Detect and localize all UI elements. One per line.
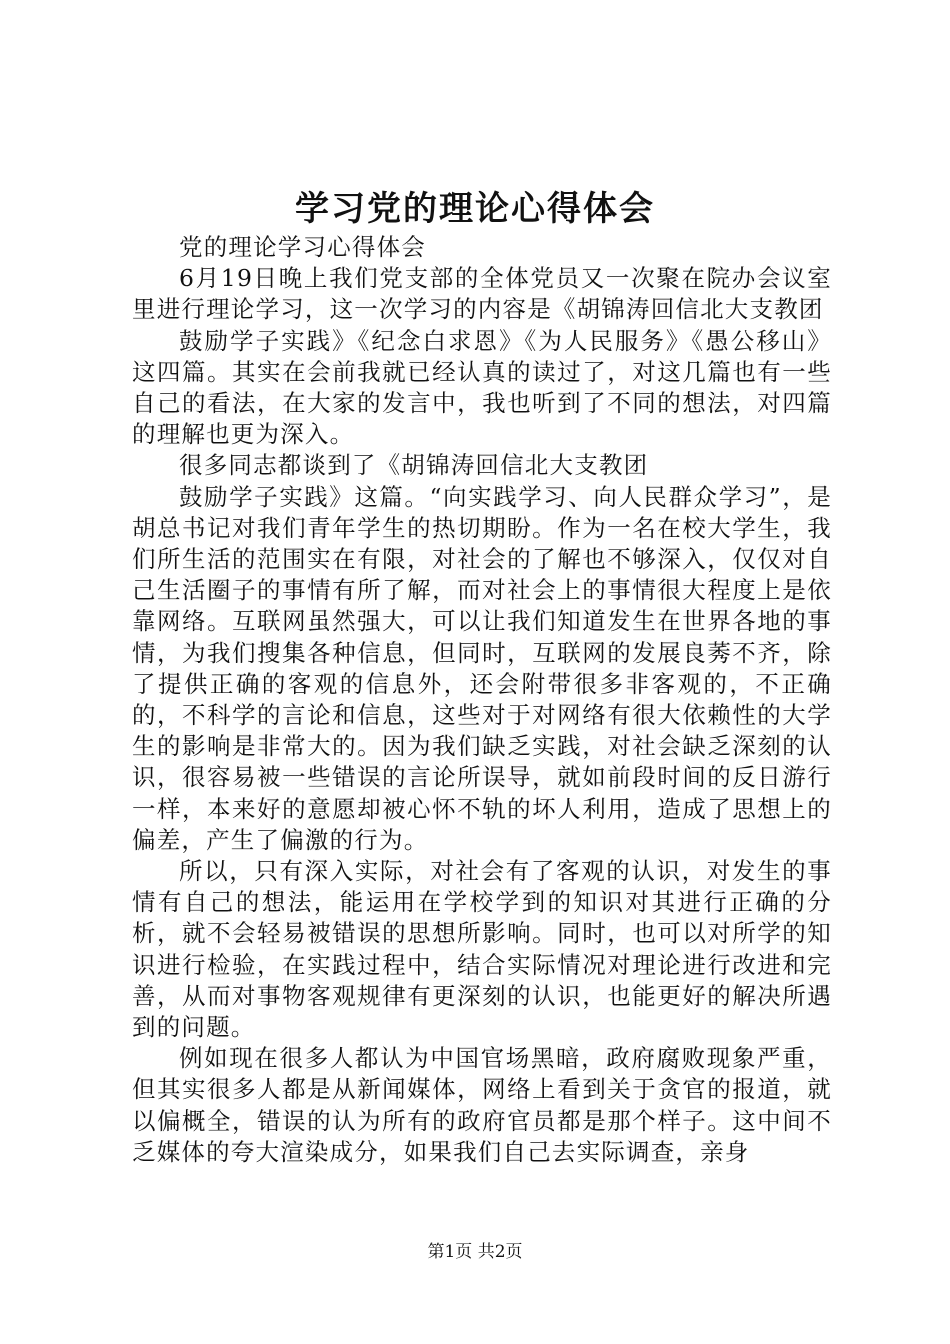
paragraph: 鼓励学子实践》这篇。“向实践学习、向人民群众学习”，是胡总书记对我们青年学生的热切期盼。作为一名在校大学生，我们所生活的范围实在有限，对社会的了解也不够深入，仅仅对自己生活圈子的事情有所了解，而对社会上的事情很大程度上是依靠网络。互联网虽然强大，可以让我们知道发生在世界各地的事情，为我们搜集各种信息，但同时，互联网的发展良莠不齐，除了提供正确的客观的信息外，还会附带很多非客观的，不正确的，不科学的言论和信息，这些对于对网络有很大依赖性的大学生的影响是非常大的。因为我们缺乏实践，对社会缺乏深刻的认识，很容易被一些错误的言论所误导，就如前段时间的反日游行一样，本来好的意愿却被心怀不轨的坏人利用，造成了思想上的偏差，产生了偏激的行为。 bbox=[132, 482, 832, 854]
page-indicator: 第1页 共2页 bbox=[427, 1242, 523, 1262]
paragraph: 6月19日晚上我们党支部的全体党员又一次聚在院办会议室里进行理论学习，这一次学习的内容是《胡锦涛回信北大支教团 bbox=[132, 264, 832, 324]
paragraph: 鼓励学子实践》《纪念白求恩》《为人民服务》《愚公移山》这四篇。其实在会前我就已经认真的读过了，对这几篇也有一些自己的看法，在大家的发言中，我也听到了不同的想法，对四篇的理解也更为深入。 bbox=[132, 326, 832, 449]
page-footer bbox=[0, 1240, 950, 1264]
paragraph: 很多同志都谈到了《胡锦涛回信北大支教团 bbox=[179, 451, 649, 480]
paragraph: 例如现在很多人都认为中国官场黑暗，政府腐败现象严重，但其实很多人都是从新闻媒体，网络上看到关于贪官的报道，就以偏概全，错误的认为所有的政府官员都是那个样子。这中间不乏媒体的夸大渲染成分，如果我们自己去实际调查，亲身 bbox=[132, 1044, 832, 1166]
document-title: 学习党的理论心得体会 bbox=[295, 189, 655, 229]
document-body bbox=[132, 232, 832, 1168]
paragraph: 所以，只有深入实际，对社会有了客观的认识，对发生的事情有自己的想法，能运用在学校学到的知识对其进行正确的分析，就不会轻易被错误的思想所影响。同时，也可以对所学的知识进行检验，在实践过程中，结合实际情况对理论进行改进和完善，从而对事物客观规律有更深刻的认识，也能更好的解决所遇到的问题。 bbox=[132, 857, 832, 1042]
paragraph: 党的理论学习心得体会 bbox=[179, 233, 426, 261]
